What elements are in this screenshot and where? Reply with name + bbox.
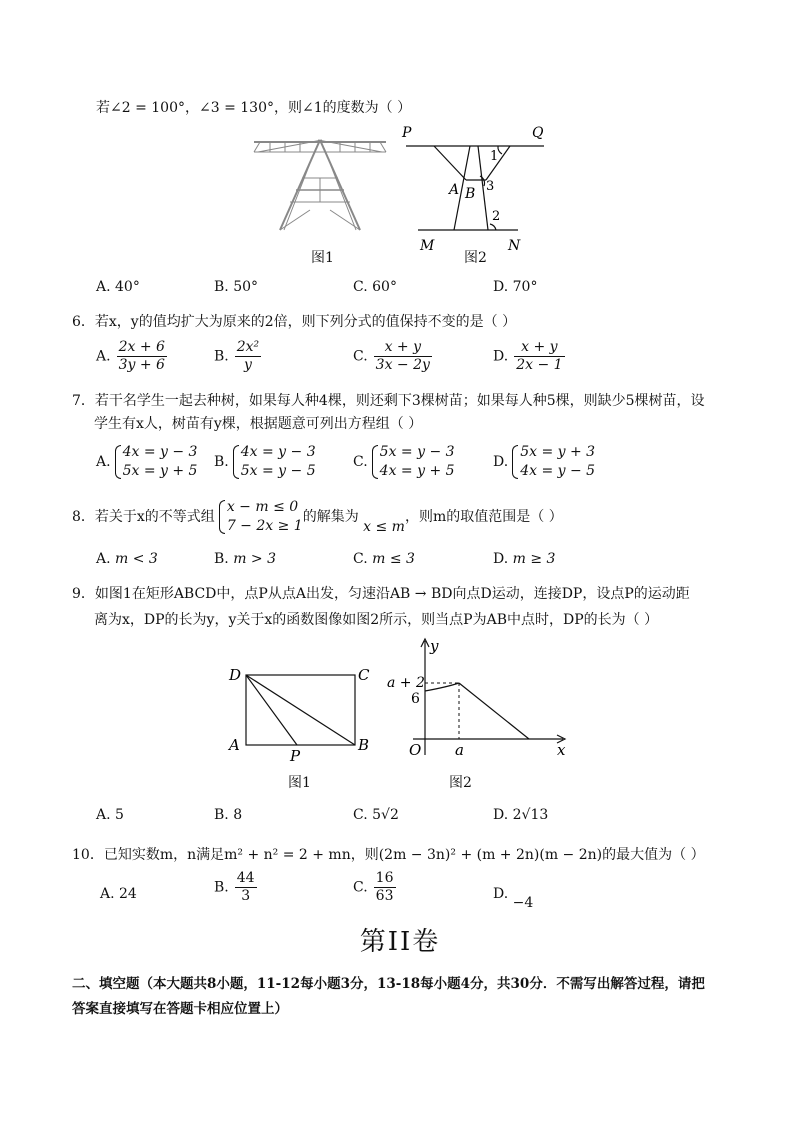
q10-option-c[interactable]: C. $\frac{16}{63}$	[353, 870, 394, 904]
origin-label: O	[409, 741, 422, 759]
q9-figure-2-function-graph	[385, 635, 570, 760]
q5-figure-1-drying-rack	[250, 130, 390, 235]
label-C: C	[358, 666, 370, 684]
q5-figure-2-geometry	[398, 122, 550, 254]
label-A: A	[229, 736, 240, 754]
q7-stem-line-2: 学生有x人，树苗有y棵，根据题意可列出方程组（ ）	[94, 416, 423, 432]
section-title: 第II卷	[359, 927, 441, 957]
label-M: M	[420, 238, 435, 254]
q8-option-d[interactable]: D. m ≥ 3	[493, 551, 556, 567]
q8-option-a[interactable]: A. m < 3	[96, 551, 158, 567]
q5-fig2-caption: 图2	[464, 250, 487, 266]
q9-stem-line-2: 离为x，DP的长为y，y关于x的函数图像如图2所示，则当点P为AB中点时，DP的长为（ ）	[94, 612, 659, 628]
q6-stem: 6．若x，y的值均扩大为原来的2倍，则下列分式的值保持不变的是（ ）	[72, 314, 517, 330]
tick-6-label: 6	[411, 691, 420, 707]
q9-fig2-caption: 图2	[449, 775, 472, 791]
q5-stem: 若∠2 = 100°，∠3 = 130°，则∠1的度数为（ ）	[96, 100, 412, 116]
q6-option-d[interactable]: D. $\frac{x + y}{2x - 1}$	[493, 339, 563, 373]
label-B: B	[465, 186, 476, 202]
label-A: A	[449, 182, 460, 198]
label-D: D	[229, 666, 242, 684]
axis-x-label: x	[557, 741, 566, 759]
q9-option-c[interactable]: C. 5√2	[353, 807, 399, 823]
axis-y-label: y	[430, 637, 439, 655]
q7-option-b[interactable]: B. 4x = y − 3 5x = y − 5	[214, 444, 316, 479]
q5-option-d[interactable]: D. 70°	[493, 279, 538, 295]
q10-option-b[interactable]: B. $\frac{44}{3}$	[214, 870, 255, 904]
q5-option-a[interactable]: A. 40°	[96, 279, 140, 295]
label-P: P	[290, 747, 301, 762]
q9-option-b[interactable]: B. 8	[214, 807, 243, 823]
q7-option-d[interactable]: D. 5x = y + 3 4x = y − 5	[493, 444, 596, 479]
label-Q: Q	[532, 125, 544, 141]
q10-stem: 10．已知实数m，n满足m² + n² = 2 + mn，则(2m − 3n)² + (m + 2n)(m − 2n)的最大值为（ ）	[72, 847, 705, 863]
q6-option-c[interactable]: C. $\frac{x + y}{3x - 2y}$	[353, 339, 430, 373]
q5-fig1-caption: 图1	[311, 250, 334, 266]
q9-option-a[interactable]: A. 5	[96, 807, 124, 823]
q9-fig1-caption: 图1	[288, 775, 311, 791]
q10-option-d[interactable]: D. −4	[493, 886, 534, 911]
q5-option-b[interactable]: B. 50°	[214, 279, 259, 295]
tick-a-plus-2-label: a + 2	[387, 675, 425, 691]
tick-a-label: a	[455, 741, 464, 759]
q6-option-a[interactable]: A. $\frac{2x + 6}{3y + 6}$	[96, 339, 165, 373]
angle-3-label: 3	[486, 179, 495, 194]
q9-figure-1-rectangle	[225, 662, 375, 762]
q7-option-c[interactable]: C. 5x = y − 3 4x = y + 5	[353, 444, 455, 479]
label-B: B	[358, 736, 370, 754]
q9-option-d[interactable]: D. 2√13	[493, 807, 549, 823]
section-heading-line-1: 二、填空题（本大题共8小题，11-12每小题3分，13-18每小题4分，共30分．不需写出解答过程，请把	[72, 976, 705, 992]
q8-option-b[interactable]: B. m > 3	[214, 551, 277, 567]
q10-option-a[interactable]: A. 24	[100, 886, 137, 902]
label-P: P	[402, 125, 412, 141]
section-heading-line-2: 答案直接填写在答题卡相应位置上）	[72, 1001, 288, 1017]
angle-2-label: 2	[492, 209, 501, 224]
q8-option-c[interactable]: C. m ≤ 3	[353, 551, 415, 567]
q5-option-c[interactable]: C. 60°	[353, 279, 397, 295]
q6-option-b[interactable]: B. $\frac{\text{2x²}}{y}$	[214, 339, 260, 373]
q8-stem: 8．若关于x的不等式组 x − m ≤ 0 7 − 2x ≥ 1 的解集为 x ≤ m，则m的取值范围是（ ）	[72, 499, 563, 535]
q7-stem-line-1: 7．若干名学生一起去种树，如果每人种4棵，则还剩下3棵树苗；如果每人种5棵，则缺少5棵树苗，设	[72, 393, 705, 409]
q7-option-a[interactable]: A. 4x = y − 3 5x = y + 5	[96, 444, 198, 479]
label-N: N	[508, 238, 521, 254]
q9-stem-line-1: 9．如图1在矩形ABCD中，点P从点A出发，匀速沿AB → BD向点D运动，连接DP，设点P的运动距	[72, 586, 690, 602]
angle-1-label: 1	[490, 149, 499, 164]
